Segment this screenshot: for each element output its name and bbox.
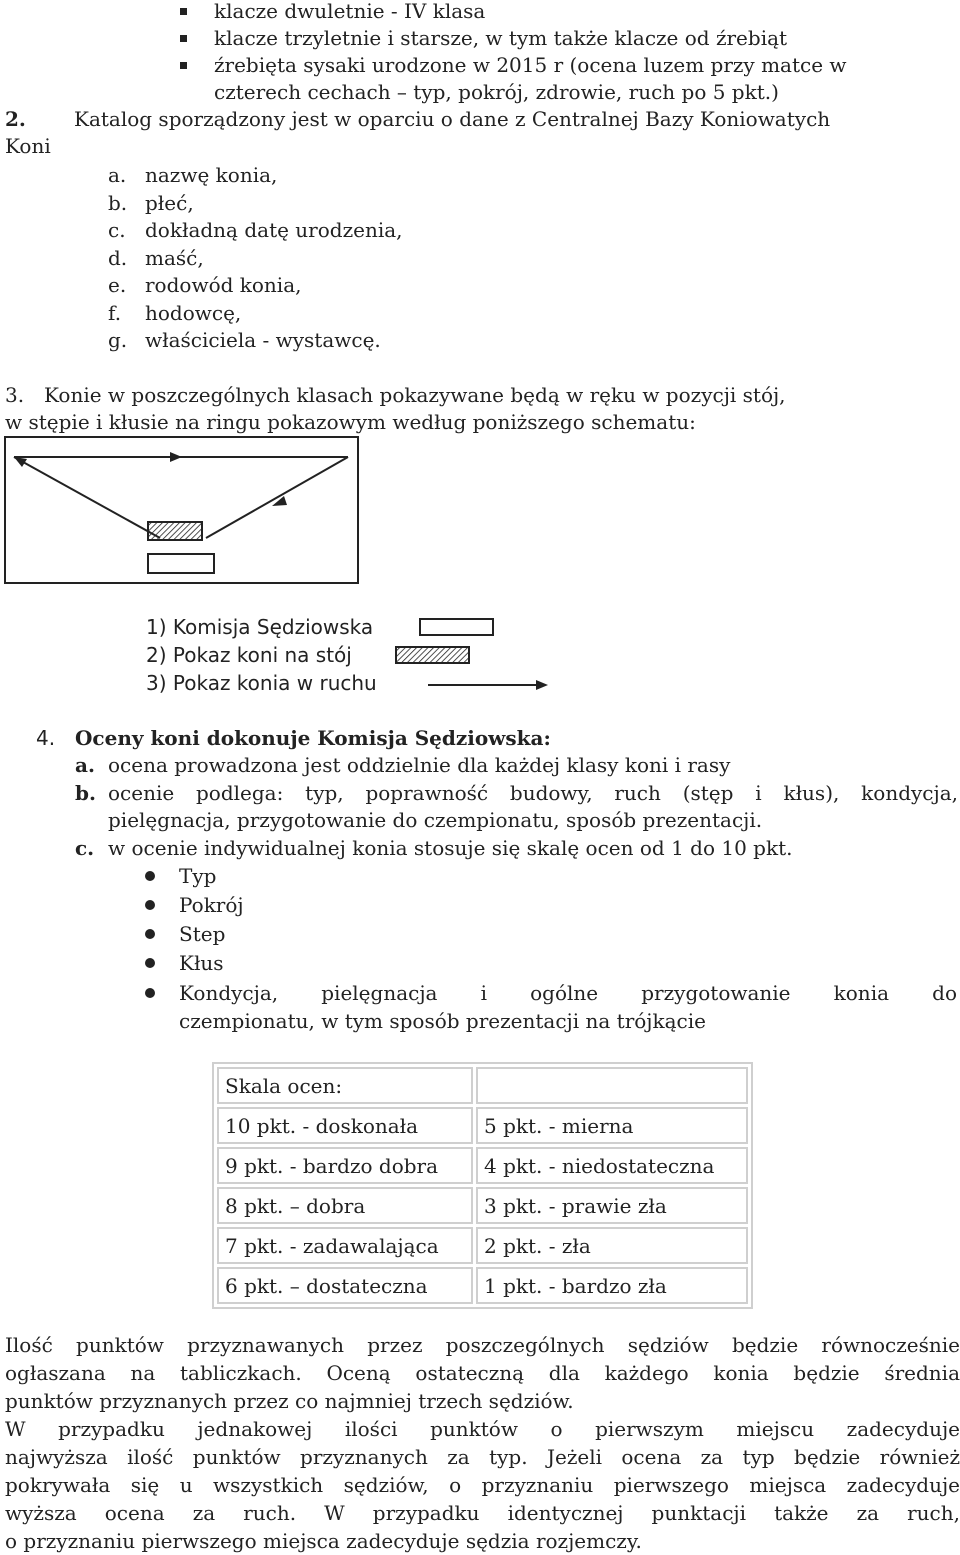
list-item: ocenie podlega: typ, poprawność budowy, ruch (stęp i kłus), kondycja, bbox=[108, 781, 958, 805]
table-row bbox=[217, 1107, 748, 1144]
section-3-text-continued: w stępie i kłusie na ringu pokazowym według poniższego schematu: bbox=[5, 410, 696, 434]
list-item-letter: f. bbox=[108, 301, 122, 325]
bullet-dot-icon bbox=[145, 900, 155, 910]
legend-item: 2) Pokaz koni na stój bbox=[146, 643, 352, 667]
table-cell: 9 pkt. - bardzo dobra bbox=[217, 1147, 473, 1184]
list-item-letter: c. bbox=[75, 836, 95, 860]
movement-arrow-legend-icon bbox=[426, 677, 551, 693]
bullet-dot-icon bbox=[145, 929, 155, 939]
closing-paragraph-line: punktów przyznanych przez co najmniej trzech sędziów. bbox=[5, 1389, 574, 1413]
table-row bbox=[217, 1267, 748, 1304]
table-cell: 3 pkt. - prawie zła bbox=[476, 1187, 748, 1224]
list-item: w ocenie indywidualnej konia stosuje się skalę ocen od 1 do 10 pkt. bbox=[108, 836, 793, 860]
bullet-text: źrebięta sysaki urodzone w 2015 r (ocena luzem przy matce w bbox=[214, 53, 847, 77]
bullet-text-continued: czterech cechach – typ, pokrój, zdrowie, ruch po 5 pkt.) bbox=[214, 80, 779, 104]
closing-paragraph-line: W przypadku jednakowej ilości punktów o pierwszym miejscu zadecyduje bbox=[5, 1417, 960, 1441]
table-row bbox=[217, 1067, 748, 1104]
list-item-continued: pielęgnacja, przygotowanie do czempionatu, sposób prezentacji. bbox=[108, 808, 763, 832]
table-row bbox=[217, 1147, 748, 1184]
list-item: właściciela - wystawcę. bbox=[145, 328, 381, 352]
criterion-item: Pokrój bbox=[179, 893, 244, 917]
section-2-number: 2. bbox=[5, 107, 26, 131]
judges-panel-legend-icon bbox=[419, 618, 495, 638]
legend-item: 1) Komisja Sędziowska bbox=[146, 615, 374, 639]
criterion-item: Typ bbox=[179, 864, 217, 888]
closing-paragraph-line: najwyższa ilość punktów przyznanych za typ. Jeżeli ocena za typ będzie również bbox=[5, 1445, 960, 1469]
table-cell: 8 pkt. – dobra bbox=[217, 1187, 473, 1224]
ring-schema-diagram bbox=[0, 430, 370, 590]
standing-show-legend-icon bbox=[395, 646, 471, 666]
list-item: nazwę konia, bbox=[145, 163, 278, 187]
section-4-number: 4. bbox=[36, 726, 56, 750]
criterion-item-continued: czempionatu, w tym sposób prezentacji na trójkącie bbox=[179, 1009, 706, 1033]
judges-panel-area bbox=[148, 554, 214, 573]
list-item: rodowód konia, bbox=[145, 273, 302, 297]
closing-paragraph-line: ogłaszana na tabliczkach. Oceną ostateczną dla każdego konia będzie średnia bbox=[5, 1361, 960, 1385]
bullet-square-icon bbox=[180, 8, 187, 15]
bullet-square-icon bbox=[180, 62, 187, 69]
table-row bbox=[217, 1187, 748, 1224]
movement-path-right bbox=[206, 457, 348, 538]
list-item: dokładną datę urodzenia, bbox=[145, 218, 403, 242]
list-item: płeć, bbox=[145, 191, 194, 215]
criterion-item: Step bbox=[179, 922, 226, 946]
section-4-title: Oceny koni dokonuje Komisja Sędziowska: bbox=[75, 726, 551, 750]
list-item-letter: g. bbox=[108, 328, 128, 352]
grading-scale-table bbox=[212, 1062, 753, 1309]
standing-show-area bbox=[148, 522, 202, 540]
table-cell: 10 pkt. - doskonała bbox=[217, 1107, 473, 1144]
section-2-text-continued: Koni bbox=[5, 134, 51, 158]
table-cell: 7 pkt. - zadawalająca bbox=[217, 1227, 473, 1264]
table-cell: 5 pkt. - mierna bbox=[476, 1107, 748, 1144]
arrow-down-left-icon bbox=[272, 496, 287, 506]
table-header-cell: Skala ocen: bbox=[217, 1067, 473, 1104]
table-cell: 2 pkt. - zła bbox=[476, 1227, 748, 1264]
section-2-text: Katalog sporządzony jest w oparciu o dane z Centralnej Bazy Koniowatych bbox=[74, 107, 831, 131]
list-item-letter: b. bbox=[75, 781, 96, 805]
list-item: maść, bbox=[145, 246, 204, 270]
arrow-right-icon bbox=[170, 452, 182, 462]
section-3-text: Konie w poszczególnych klasach pokazywane będą w ręku w pozycji stój, bbox=[44, 383, 786, 407]
list-item-letter: d. bbox=[108, 246, 128, 270]
table-row bbox=[217, 1227, 748, 1264]
table-header-cell bbox=[476, 1067, 748, 1104]
table-cell: 6 pkt. – dostateczna bbox=[217, 1267, 473, 1304]
criterion-item: Kłus bbox=[179, 951, 224, 975]
table-cell: 1 pkt. - bardzo zła bbox=[476, 1267, 748, 1304]
bullet-dot-icon bbox=[145, 871, 155, 881]
bullet-square-icon bbox=[180, 35, 187, 42]
movement-path-left bbox=[14, 457, 160, 538]
list-item-letter: e. bbox=[108, 273, 127, 297]
closing-paragraph-line: o przyznaniu pierwszego miejsca zadecyduje sędzia rozjemczy. bbox=[5, 1529, 642, 1553]
closing-paragraph-line: Ilość punktów przyznawanych przez poszczególnych sędziów będzie równocześnie bbox=[5, 1333, 960, 1357]
bullet-text: klacze dwuletnie - IV klasa bbox=[214, 0, 486, 23]
list-item: hodowcę, bbox=[145, 301, 242, 325]
legend-item: 3) Pokaz konia w ruchu bbox=[146, 671, 377, 695]
list-item-letter: a. bbox=[75, 753, 95, 777]
list-item-letter: a. bbox=[108, 163, 127, 187]
bullet-text: klacze trzyletnie i starsze, w tym także klacze od źrebiąt bbox=[214, 26, 788, 50]
list-item-letter: c. bbox=[108, 218, 126, 242]
criterion-item: Kondycja, pielęgnacja i ogólne przygotowanie konia do bbox=[179, 981, 957, 1005]
closing-paragraph-line: wyższa ocena za ruch. W przypadku identycznej punktacji także za ruch, bbox=[5, 1501, 960, 1525]
bullet-dot-icon bbox=[145, 958, 155, 968]
section-3-number: 3. bbox=[5, 383, 25, 407]
closing-paragraph-line: pokrywała się u wszystkich sędziów, o przyznaniu pierwszego miejsca zadecyduje bbox=[5, 1473, 960, 1497]
list-item-letter: b. bbox=[108, 191, 128, 215]
list-item: ocena prowadzona jest oddzielnie dla każdej klasy koni i rasy bbox=[108, 753, 731, 777]
table-cell: 4 pkt. - niedostateczna bbox=[476, 1147, 748, 1184]
arrow-left-icon bbox=[14, 457, 27, 467]
bullet-dot-icon bbox=[145, 988, 155, 998]
